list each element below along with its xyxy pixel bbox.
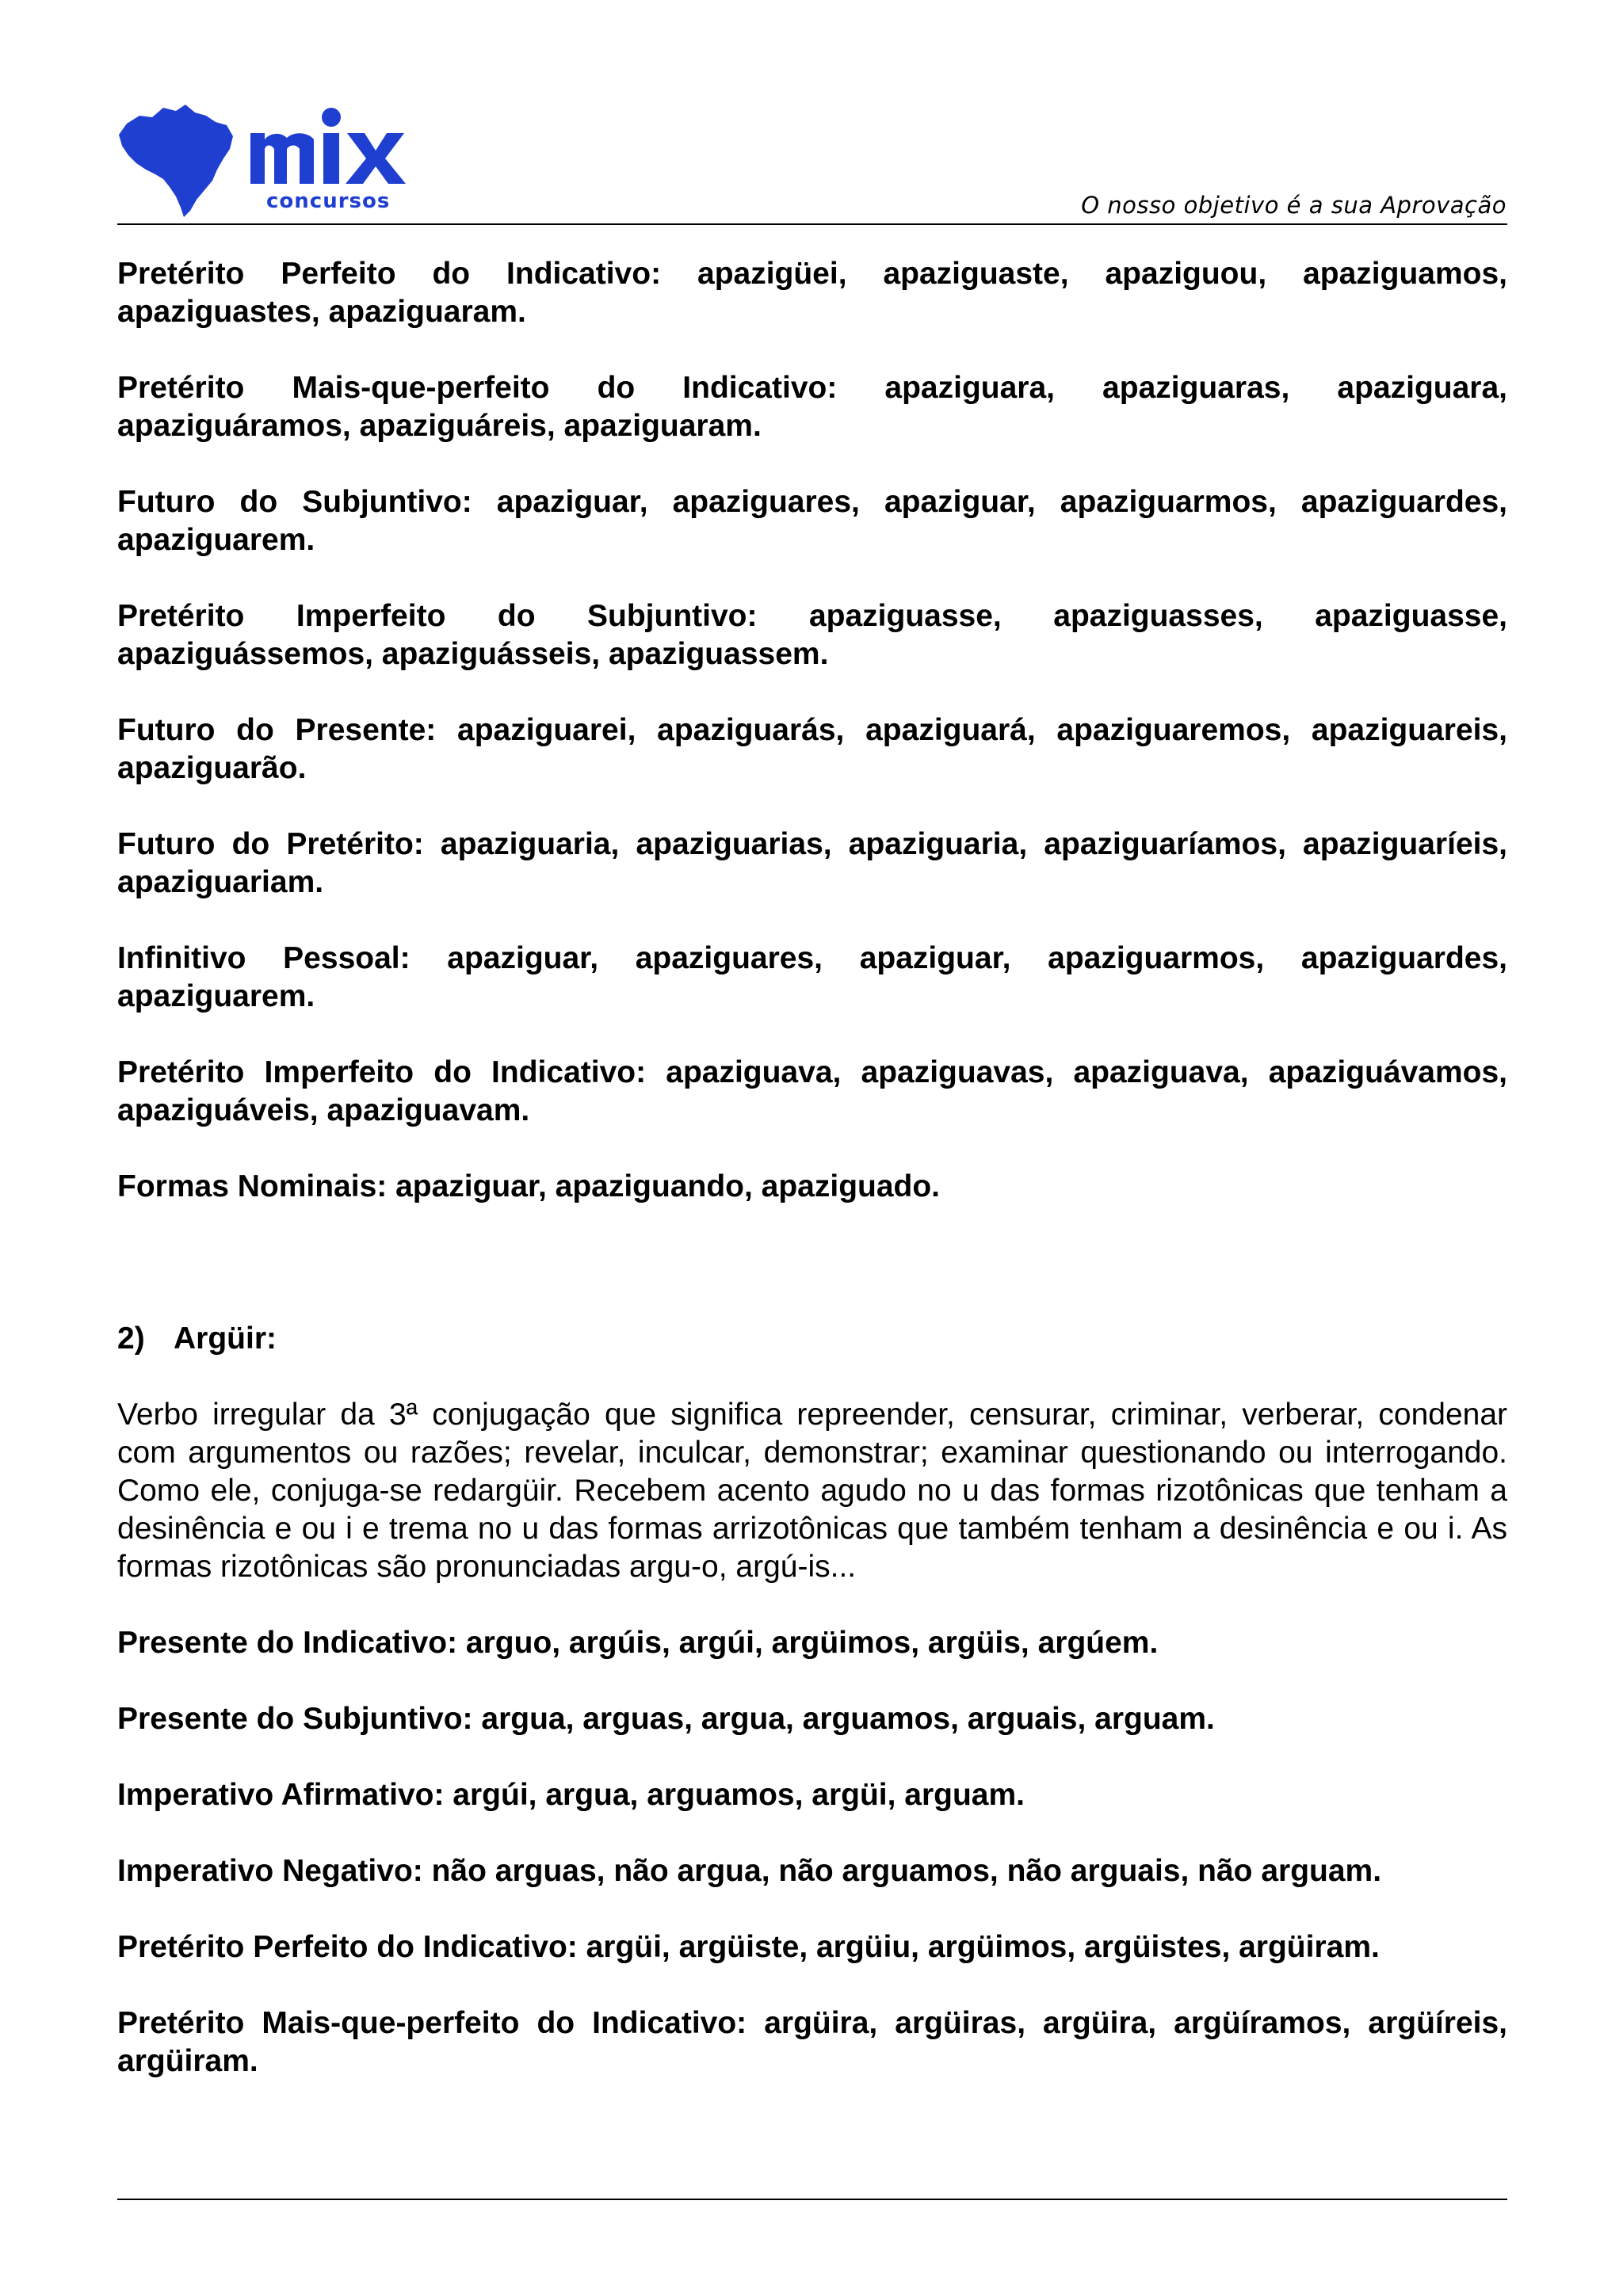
conjugation-paragraph: Pretérito Imperfeito do Subjuntivo: apaziguasse, apaziguasses, apaziguasse, apaziguássemos, apaziguásseis, apaziguassem.: [117, 599, 1507, 671]
conjugation-paragraph: Presente do Indicativo: arguo, argúis, argúi, argüimos, argüis, argúem.: [117, 1626, 1159, 1660]
conjugation-paragraph: Pretérito Mais-que-perfeito do Indicativo: argüira, argüiras, argüira, argüíramos, argüíreis, argüiram.: [117, 2006, 1507, 2078]
mix-concursos-logo: [117, 101, 418, 220]
conjugation-paragraph: Futuro do Pretérito: apaziguaria, apaziguarias, apaziguaria, apaziguaríamos, apaziguaríeis, apaziguariam.: [117, 827, 1507, 899]
verb-description: Verbo irregular da 3ª conjugação que significa repreender, censurar, criminar, verberar, condenar com argumentos ou razões; revelar, inculcar, demonstrar; examinar questionando ou interrogando. Como ele, conjuga-se redargüir. Recebem acento agudo no u das formas rizotônicas que tenham a desinência e ou i e trema no u das formas arrizotônicas que também tenham a desinência e ou i. As formas rizotônicas são pronunciadas argu-o, argú-is...: [117, 1398, 1507, 1584]
conjugation-paragraph: Pretérito Imperfeito do Indicativo: apaziguava, apaziguavas, apaziguava, apaziguávamos, apaziguáveis, apaziguavam.: [117, 1055, 1507, 1127]
conjugation-paragraph: Pretérito Perfeito do Indicativo: apazigüei, apaziguaste, apaziguou, apaziguamos, apaziguastes, apaziguaram.: [117, 257, 1507, 329]
brazil-map-shape: [119, 105, 233, 217]
section-number: 2): [117, 1322, 145, 1356]
header-tagline: O nosso objetivo é a sua Aprovação: [1081, 192, 1507, 219]
conjugation-paragraph: Formas Nominais: apaziguar, apaziguando, apaziguado.: [117, 1169, 941, 1203]
section-title: Argüir:: [174, 1322, 277, 1356]
logo-subword: concursos: [266, 189, 391, 213]
conjugation-paragraph: Futuro do Subjuntivo: apaziguar, apaziguares, apaziguar, apaziguarmos, apaziguardes, apaziguarem.: [117, 485, 1507, 557]
logo-wordmark: [250, 108, 406, 184]
conjugation-paragraph: Pretérito Perfeito do Indicativo: argüi, argüiste, argüiu, argüimos, argüistes, argüiram.: [117, 1930, 1380, 1964]
document-body: [117, 255, 1507, 2119]
conjugation-paragraph: Futuro do Presente: apaziguarei, apaziguarás, apaziguará, apaziguaremos, apaziguareis, apaziguarão.: [117, 713, 1507, 785]
section-spacer: [117, 1244, 1507, 1320]
section-heading: [117, 1320, 1507, 1358]
footer-divider: [117, 2199, 1507, 2200]
conjugation-paragraph: Pretérito Mais-que-perfeito do Indicativo: apaziguara, apaziguaras, apaziguara, apaziguáramos, apaziguáreis, apaziguaram.: [117, 371, 1507, 443]
conjugation-paragraph: Presente do Subjuntivo: argua, arguas, argua, arguamos, arguais, arguam.: [117, 1702, 1215, 1736]
brazil-map-icon: [117, 101, 418, 220]
conjugation-paragraph: Imperativo Negativo: não arguas, não argua, não arguamos, não arguais, não arguam.: [117, 1854, 1382, 1888]
conjugation-paragraph: Imperativo Afirmativo: argúi, argua, arguamos, argüi, arguam.: [117, 1778, 1025, 1812]
header-divider: [117, 223, 1507, 225]
conjugation-paragraph: Infinitivo Pessoal: apaziguar, apaziguares, apaziguar, apaziguarmos, apaziguardes, apaziguarem.: [117, 941, 1507, 1013]
